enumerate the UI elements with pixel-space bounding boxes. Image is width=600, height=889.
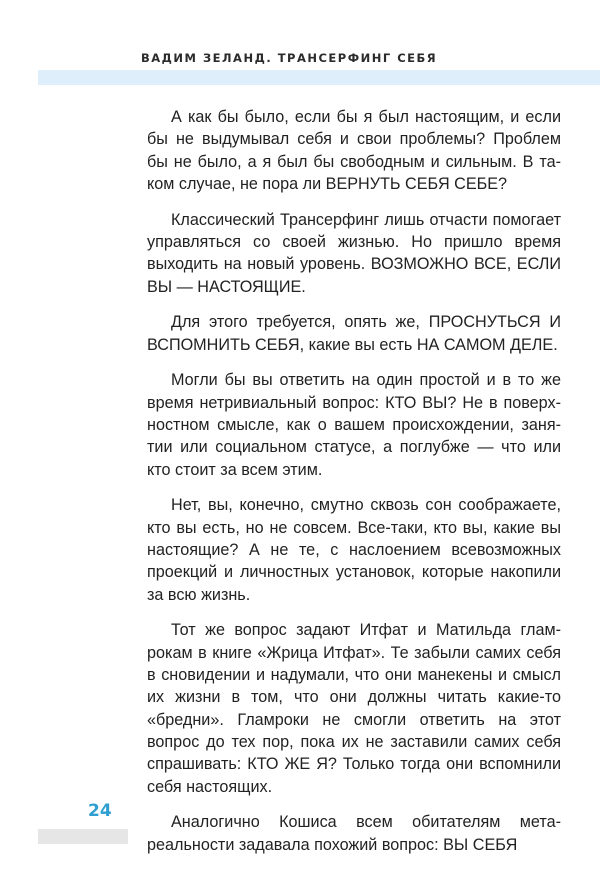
paragraph: Могли бы вы ответить на один простой и в то же время нетривиальный вопрос: КТО ВЫ? Не в поверхностном смысле, как о вашем происхождении, занятии или социальном статусе, а поглубже — что или кто стоит за всем этим. [147, 371, 561, 479]
paragraph: Классический Трансерфинг лишь отчасти помогает управляться со своей жизнью. Но пришло время выходить на новый уровень. ВОЗМОЖНО ВСЕ, ЕСЛИ ВЫ — НАСТОЯЩИЕ. [147, 210, 561, 296]
page-body [147, 106, 561, 869]
paragraph: А как бы было, если бы я был настоящим, и если бы не выдумывал себя и свои проблемы? Проблем бы не было, а я был бы свободным и сильным. В таком случае, не пора ли ВЕРНУТЬ СЕБЯ СЕБЕ? [147, 108, 561, 193]
footer-band [38, 829, 128, 844]
running-header: ВАДИМ ЗЕЛАНД. ТРАНСЕРФИНГ СЕБЯ [141, 51, 438, 65]
paragraph: Тот же вопрос задают Итфат и Матильда гламрокам в книге «Жрица Итфат». Те забыли самих себя в сновидении и надумали, что они манекены и смысл их жизни в том, что они должны читать какие-то «бредни». Гламроки не смогли ответить на этот вопрос до тех пор, пока их не заставили самих себя спрашивать: КТО ЖЕ Я? Только тогда они вспомнили себя настоящих. [147, 621, 561, 796]
paragraph: Аналогично Кошиса всем обитателям метареальности задавала похожий вопрос: ВЫ СЕБЯ [147, 813, 561, 854]
paragraph: Нет, вы, конечно, смутно сквозь сон соображаете, кто вы есть, но не совсем. Все-таки, кто вы, какие вы настоящие? А не те, с наслоением всевозможных проекций и личностных установок, которые накопили за всю жизнь. [147, 496, 561, 604]
page-number: 24 [88, 801, 112, 821]
paragraph: Для этого требуется, опять же, ПРОСНУТЬСЯ И ВСПОМНИТЬ СЕБЯ, какие вы есть НА САМОМ ДЕЛЕ. [147, 313, 561, 354]
header-band [38, 70, 600, 85]
